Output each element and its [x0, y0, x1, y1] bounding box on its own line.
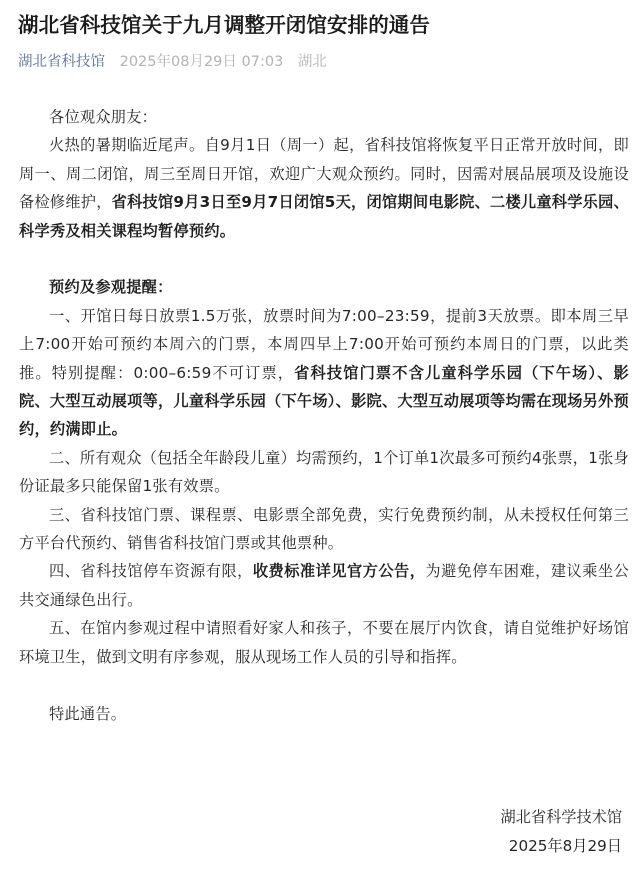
item-3-paragraph: 三、省科技馆门票、课程票、电影票全部免费，实行免费预约制，从未授权任何第三方平台代预约、销售省科技馆门票或其他票种。: [19, 505, 629, 553]
publish-location: 湖北: [297, 54, 327, 70]
article-meta: [18, 51, 327, 73]
signature-date: 2025年8月29日: [508, 837, 622, 855]
article-body: [19, 103, 629, 728]
item-5-paragraph: 五、在馆内参观过程中请照看好家人和孩子，不要在展厅内饮食，请自觉维护好场馆环境卫生，做到文明有序参观，服从现场工作人员的引导和指挥。: [19, 619, 629, 666]
item-2-paragraph: 二、所有观众（包括全年龄段儿童）均需预约，1个订单1次最多可预约4张票，1张身份证最多只能保留1张有效票。: [19, 448, 629, 496]
spacer: [19, 245, 629, 273]
article-title: 湖北省科技馆关于九月调整开闭馆安排的通告: [18, 13, 430, 37]
account-name-link[interactable]: 湖北省科技馆: [18, 54, 105, 70]
item-4-text-c: 为避免停车困难，建议乘坐公共交通绿色出行。: [19, 562, 630, 609]
closing-paragraph: 特此通告。: [49, 704, 127, 723]
item-4-text-a: 四、省科技馆停车资源有限，: [49, 562, 253, 581]
greeting-paragraph: 各位观众朋友：: [49, 108, 158, 126]
intro-text: 火热的暑期临近尾声。自9月1日（周一）起，省科技馆将恢复平日正常开放时间，即周一、周二闭馆，周三至周日开馆，欢迎广大观众预约。同时，因需对展品展项及设施设备检修维护，: [19, 136, 629, 212]
section-heading-text: 预约及参观提醒：: [49, 278, 173, 297]
spacer: [19, 671, 629, 699]
item-1-bold: 省科技馆门票不含儿童科学乐园（下午场）、影院、大型互动展项等，儿童科学乐园（下午场）、影院、大型互动展项等均需在现场另外预约，约满即止。: [19, 363, 629, 439]
item-4-paragraph: [19, 557, 629, 614]
item-1-paragraph: [19, 302, 629, 444]
closure-notice-bold: 省科技馆9月3日至9月7日闭馆5天，闭馆期间电影院、二楼儿童科学乐园、科学秀及相关课程均暂停预约。: [19, 193, 630, 240]
signature-organization: 湖北省科学技术馆: [500, 808, 622, 826]
publish-datetime: 2025年08月29日 07:03: [119, 54, 284, 70]
intro-paragraph: [19, 131, 629, 245]
item-1-text: 一、开馆日每日放票1.5万张，放票时间为7:00–23:59，提前3天放票。即本周三早上7:00开始可预约本周六的门票，本周四早上7:00开始可预约本周日的门票，以此类推。特别提醒：0:00–6:59不可订票，: [19, 306, 629, 382]
item-4-bold: 收费标准详见官方公告，: [252, 562, 426, 581]
section-heading: [19, 273, 629, 301]
